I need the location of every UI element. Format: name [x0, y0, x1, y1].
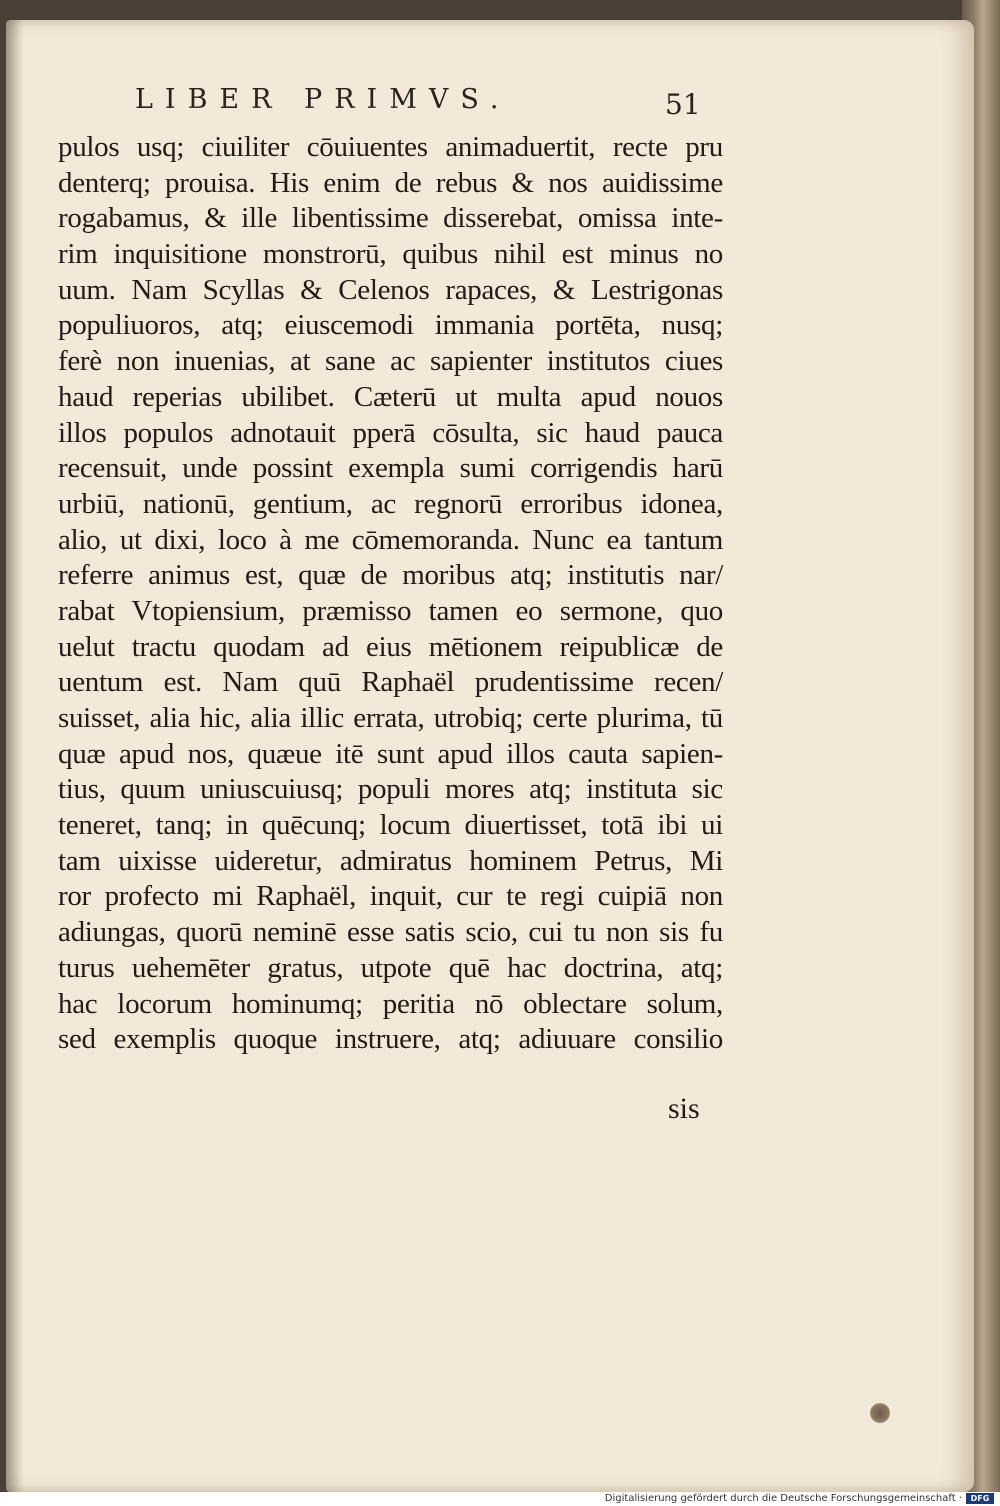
- text-line: rogabamus, & ille libentissime disserebat, omissa inte-: [58, 202, 723, 235]
- page-number: 51: [665, 88, 701, 121]
- text-line: ror profecto mi Raphaël, inquit, cur te regi cuipiā non: [58, 880, 723, 913]
- text-line: rabat Vtopiensium, præmisso tamen eo sermone, quo: [58, 594, 723, 627]
- text-line: sed exemplis quoque instruere, atq; adiuuare consilio: [58, 1023, 723, 1056]
- dfg-logo: DFG: [966, 1493, 994, 1504]
- gutter-shadow: [6, 20, 24, 1492]
- text-line: alio, ut dixi, loco à me cōmemoranda. Nunc ea tantum: [58, 523, 723, 556]
- catchword: sis: [668, 1092, 700, 1125]
- text-line: uelut tractu quodam ad eius mētionem reipublicæ de: [58, 630, 723, 663]
- text-line: populiuoros, atq; eiuscemodi immania portēta, nusq;: [58, 309, 723, 342]
- text-line: uentum est. Nam quū Raphaël prudentissime recen/: [58, 666, 723, 699]
- text-line: urbiū, nationū, gentium, ac regnorū erroribus idonea,: [58, 487, 723, 520]
- text-line: illos populos adnotauit pperā cōsulta, sic haud pauca: [58, 416, 723, 449]
- text-line: uum. Nam Scyllas & Celenos rapaces, & Lestrigonas: [58, 273, 723, 306]
- digitization-credit: Digitalisierung gefördert durch die Deutsche Forschungsgemeinschaft ·: [604, 1493, 962, 1504]
- text-line: ferè non inuenias, at sane ac sapienter institutos ciues: [58, 345, 723, 378]
- text-line: suisset, alia hic, alia illic errata, utrobiq; certe plurima, tū: [58, 702, 723, 734]
- text-line: hac locorum hominumq; peritia nō oblectare solum,: [58, 987, 723, 1020]
- text-line: teneret, tanq; in quēcunq; locum diuertisset, totā ibi ui: [58, 809, 723, 842]
- paper-stain: [870, 1403, 890, 1423]
- text-line: quæ apud nos, quæue itē sunt apud illos cauta sapien-: [58, 737, 723, 770]
- text-line: turus uehemēter gratus, utpote quē hac doctrina, atq;: [58, 951, 723, 984]
- text-line: pulos usq; ciuiliter cōuiuentes animaduertit, recte pru: [58, 131, 723, 163]
- text-line: haud reperias ubilibet. Cæterū ut multa apud nouos: [58, 380, 723, 413]
- text-line: tam uixisse uideretur, admiratus hominem Petrus, Mi: [58, 844, 723, 877]
- body-text: [58, 130, 723, 1058]
- text-line: denterq; prouisa. His enim de rebus & nos auidissime: [58, 166, 723, 199]
- running-head: LIBER PRIMVS.: [135, 84, 511, 115]
- text-line: referre animus est, quæ de moribus atq; institutis nar/: [58, 559, 723, 592]
- text-line: tius, quum uniuscuiusq; populi mores atq; instituta sic: [58, 773, 723, 806]
- text-line: adiungas, quorū neminē esse satis scio, cui tu non sis fu: [58, 916, 723, 949]
- text-line: rim inquisitione monstrorū, quibus nihil est minus no: [58, 238, 723, 271]
- text-line: recensuit, unde possint exempla sumi corrigendis harū: [58, 452, 723, 485]
